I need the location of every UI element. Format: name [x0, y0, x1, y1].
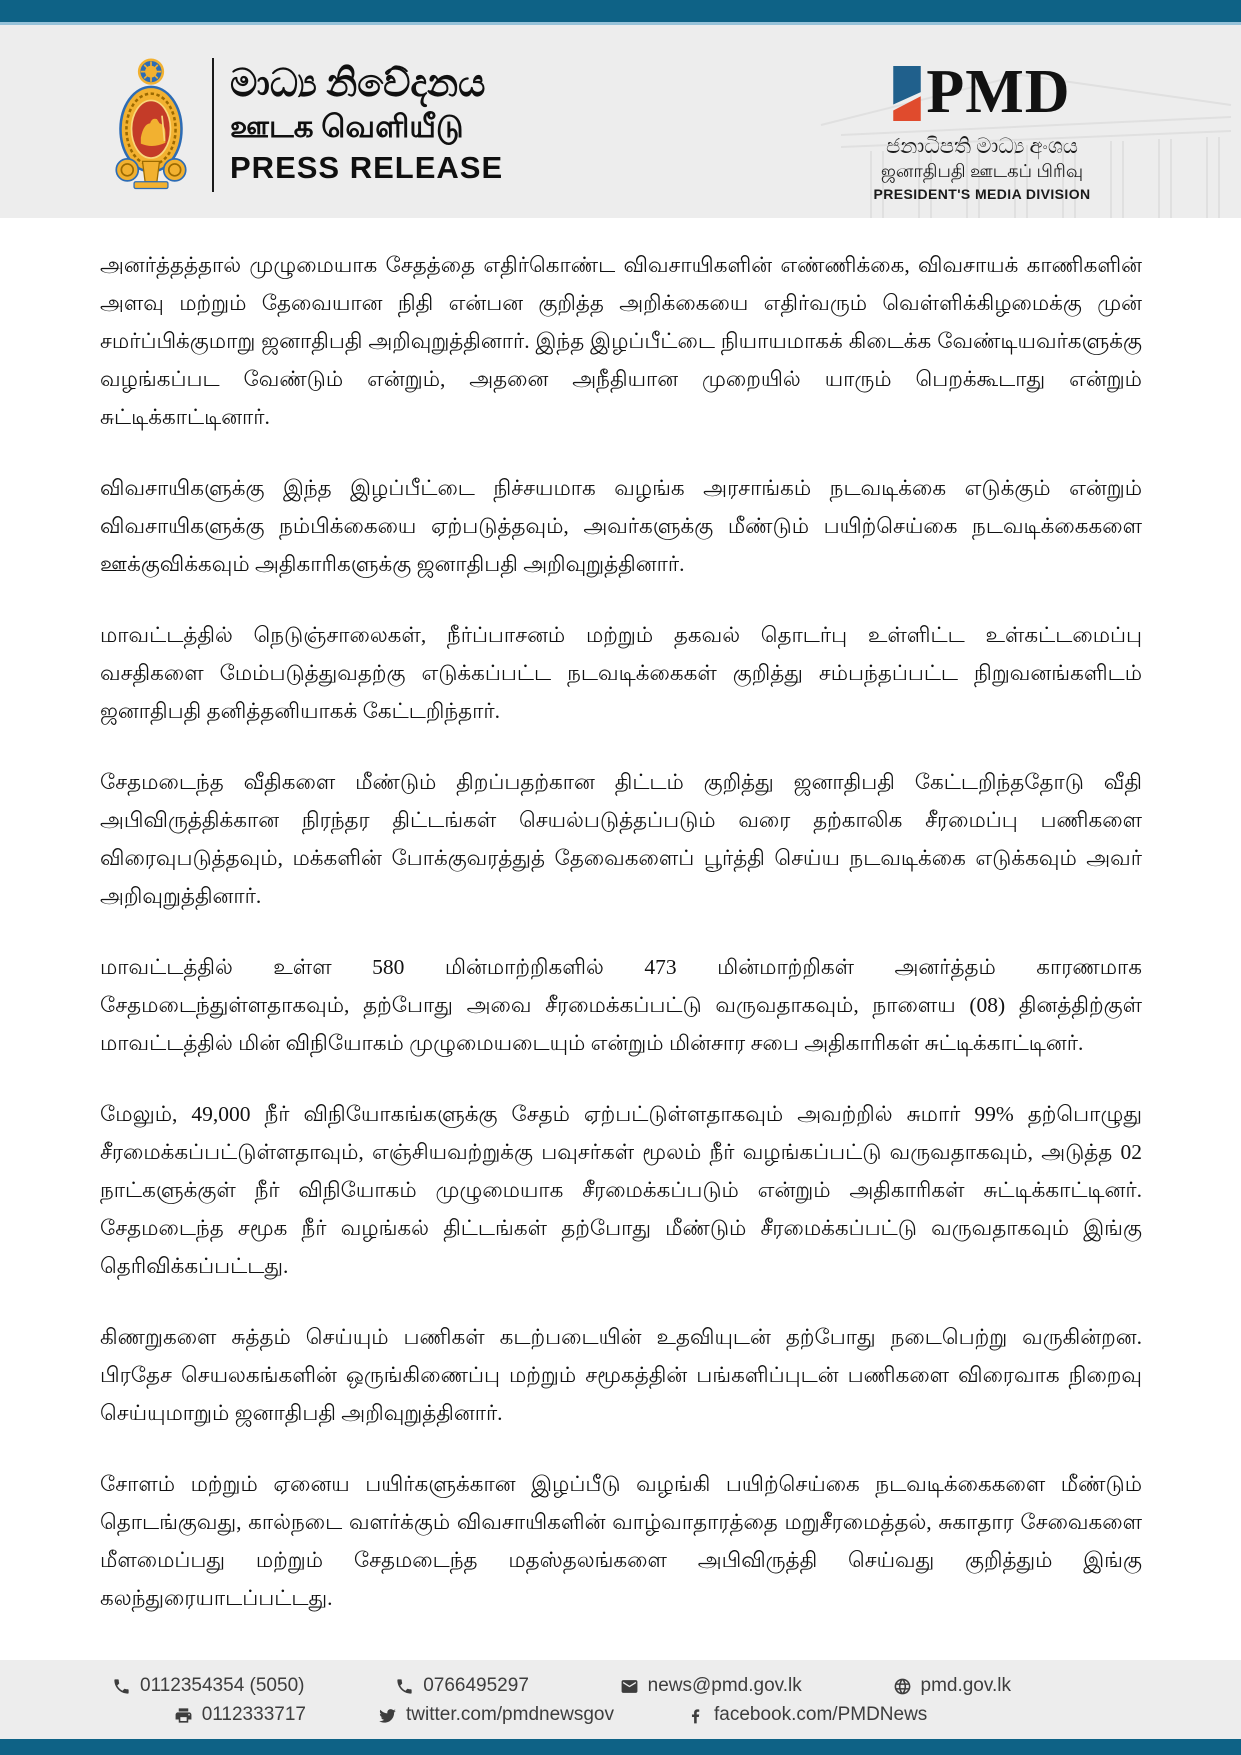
email-icon — [620, 1677, 639, 1696]
footer-facebook — [686, 1704, 927, 1726]
footer-fax-text: 0112333717 — [201, 1704, 306, 1725]
pmd-logo-text: PMD — [926, 58, 1071, 126]
footer-phone-1-text: 0112354354 (5050) — [140, 1675, 305, 1696]
pmd-subtitle-english: PRESIDENT'S MEDIA DIVISION — [873, 186, 1091, 202]
twitter-icon — [378, 1706, 397, 1725]
title-english: PRESS RELEASE — [230, 150, 504, 185]
paragraph-8: சோளம் மற்றும் ஏனைய பயிர்களுக்கான இழப்பீடு வழங்கி பயிற்செய்கை நடவடிக்கைகளை மீண்டும் தொடங்குவது, கால்நடை வளர்க்கும் விவசாயிகளின் வாழ்வாதாரத்தை மறுசீரமைத்தல், சுகாதார சேவைகளை மீளமைப்பது மற்றும் சேதமடைந்த மதஸ்தலங்களை அபிவிருத்தி செய்வது குறித்தும் இங்கு கலந்துரையாடப்பட்டது. — [100, 1472, 1142, 1610]
sri-lanka-emblem-icon — [108, 53, 194, 197]
press-release-body — [0, 218, 1241, 1660]
footer-email-text: news@pmd.gov.lk — [647, 1675, 802, 1696]
press-release-titles — [230, 62, 503, 188]
pmd-logo-icon — [893, 66, 921, 121]
paragraph-3: மாவட்டத்தில் நெடுஞ்சாலைகள், நீர்ப்பாசனம் மற்றும் தகவல் தொடர்பு உள்ளிட்ட உள்கட்டமைப்பு வசதிகளை மேம்படுத்துவதற்கு எடுக்கப்பட்ட நடவடிக்கைகள் குறித்து சம்பந்தப்பட்ட நிறுவனங்களிடம் ஜனாதிபதி தனித்தனியாகக் கேட்டறிந்தார். — [100, 623, 1142, 723]
footer-row-1 — [0, 1660, 1241, 1697]
footer-twitter-text: twitter.com/pmdnewsgov — [405, 1704, 614, 1725]
title-sinhala: මාධ්‍ය නිවේදනය — [230, 63, 486, 105]
footer-phone-2 — [395, 1675, 529, 1697]
title-tamil: ஊடக வெளியீடு — [230, 109, 464, 144]
paragraph-5: மாவட்டத்தில் உள்ள 580 மின்மாற்றிகளில் 473 மின்மாற்றிகள் அனர்த்தம் காரணமாக சேதமடைந்துள்ளதாகவும், தற்போது அவை சீரமைக்கப்பட்டு வருவதாகவும், நாளைய (08) தினத்திற்குள் மாவட்டத்தில் மின் விநியோகம் முழுமையடையும் என்றும் மின்சார சபை அதிகாரிகள் சுட்டிக்காட்டினர். — [100, 955, 1142, 1055]
fax-icon — [174, 1706, 193, 1725]
paragraph-7: கிணறுகளை சுத்தம் செய்யும் பணிகள் கடற்படையின் உதவியுடன் தற்போது நடைபெற்று வருகின்றன. பிரதேச செயலகங்களின் ஒருங்கிணைப்பு மற்றும் சமூகத்தின் பங்களிப்புடன் பணிகளை விரைவாக நிறைவு செய்யுமாறும் ஜனாதிபதி அறிவுறுத்தினார். — [100, 1325, 1142, 1425]
paragraph-6: மேலும், 49,000 நீர் விநியோகங்களுக்கு சேதம் ஏற்பட்டுள்ளதாகவும் அவற்றில் சுமார் 99% தற்பொழுது சீரமைக்கப்பட்டுள்ளதாவும், எஞ்சியவற்றுக்கு பவுசர்கள் மூலம் நீர் வழங்கப்பட்டு வருவதாகவும், அடுத்த 02 நாட்களுக்குள் நீர் விநியோகம் முழுமையாக சீரமைக்கப்படும் என்றும் அதிகாரிகள் சுட்டிக்காட்டினர். சேதமடைந்த சமூக நீர் வழங்கல் திட்டங்கள் தற்போது மீண்டும் சீரமைக்கப்பட்டு வருவதாகவும் இங்கு தெரிவிக்கப்பட்டது. — [100, 1102, 1142, 1278]
phone-icon — [395, 1677, 414, 1696]
header-left — [108, 53, 503, 197]
footer-facebook-text: facebook.com/PMDNews — [714, 1704, 928, 1725]
pmd-subtitle-sinhala: ජනාධිපති මාධ්‍ය අංශය — [886, 134, 1078, 158]
footer-row-2 — [0, 1697, 1241, 1726]
footer-fax — [174, 1704, 306, 1726]
footer-website-text: pmd.gov.lk — [920, 1675, 1011, 1696]
footer-phone-1 — [112, 1675, 304, 1697]
footer-twitter — [378, 1704, 614, 1726]
pmd-logo-block — [852, 58, 1112, 205]
phone-icon — [112, 1677, 131, 1696]
footer-phone-2-text: 0766495297 — [423, 1675, 529, 1696]
paragraph-1: அனர்த்தத்தால் முழுமையாக சேதத்தை எதிர்கொண்ட விவசாயிகளின் எண்ணிக்கை, விவசாயக் காணிகளின் அளவு மற்றும் தேவையான நிதி என்பன குறித்த அறிக்கையை எதிர்வரும் வெள்ளிக்கிழமைக்கு முன் சமர்ப்பிக்குமாறு ஜனாதிபதி அறிவுறுத்தினார். இந்த இழப்பீட்டை நியாயமாகக் கிடைக்க வேண்டியவர்களுக்கு வழங்கப்பட வேண்டும் என்றும், அதனை அநீதியான முறையில் யாரும் பெறக்கூடாது என்றும் சுட்டிக்காட்டினார். — [100, 253, 1142, 429]
header-divider — [212, 58, 214, 192]
header-band — [0, 25, 1241, 218]
paragraph-4: சேதமடைந்த வீதிகளை மீண்டும் திறப்பதற்கான திட்டம் குறித்து ஜனாதிபதி கேட்டறிந்ததோடு வீதி அபிவிருத்திக்கான நிரந்தர திட்டங்கள் செயல்படுத்தப்படும் வரை தற்காலிக சீரமைப்பு பணிகளை விரைவுபடுத்தவும், மக்களின் போக்குவரத்துத் தேவைகளைப் பூர்த்தி செய்ய நடவடிக்கை எடுக்கவும் அவர் அறிவுறுத்தினார். — [100, 770, 1142, 908]
facebook-icon — [686, 1706, 705, 1725]
pmd-subtitle-tamil: ஜனாதிபதி ஊடகப் பிரிவு — [880, 161, 1084, 181]
bottom-blue-bar — [0, 1739, 1241, 1755]
globe-icon — [893, 1677, 912, 1696]
footer-email — [620, 1675, 802, 1697]
footer-contact-band — [0, 1660, 1241, 1739]
paragraph-2: விவசாயிகளுக்கு இந்த இழப்பீட்டை நிச்சயமாக வழங்க அரசாங்கம் நடவடிக்கை எடுக்கும் என்றும் விவசாயிகளுக்கு நம்பிக்கையை ஏற்படுத்தவும், அவர்களுக்கு மீண்டும் பயிற்செய்கை நடவடிக்கைகளை ஊக்குவிக்கவும் அதிகாரிகளுக்கு ஜனாதிபதி அறிவுறுத்தினார். — [100, 476, 1142, 576]
top-blue-bar — [0, 0, 1241, 22]
footer-website — [893, 1675, 1011, 1697]
